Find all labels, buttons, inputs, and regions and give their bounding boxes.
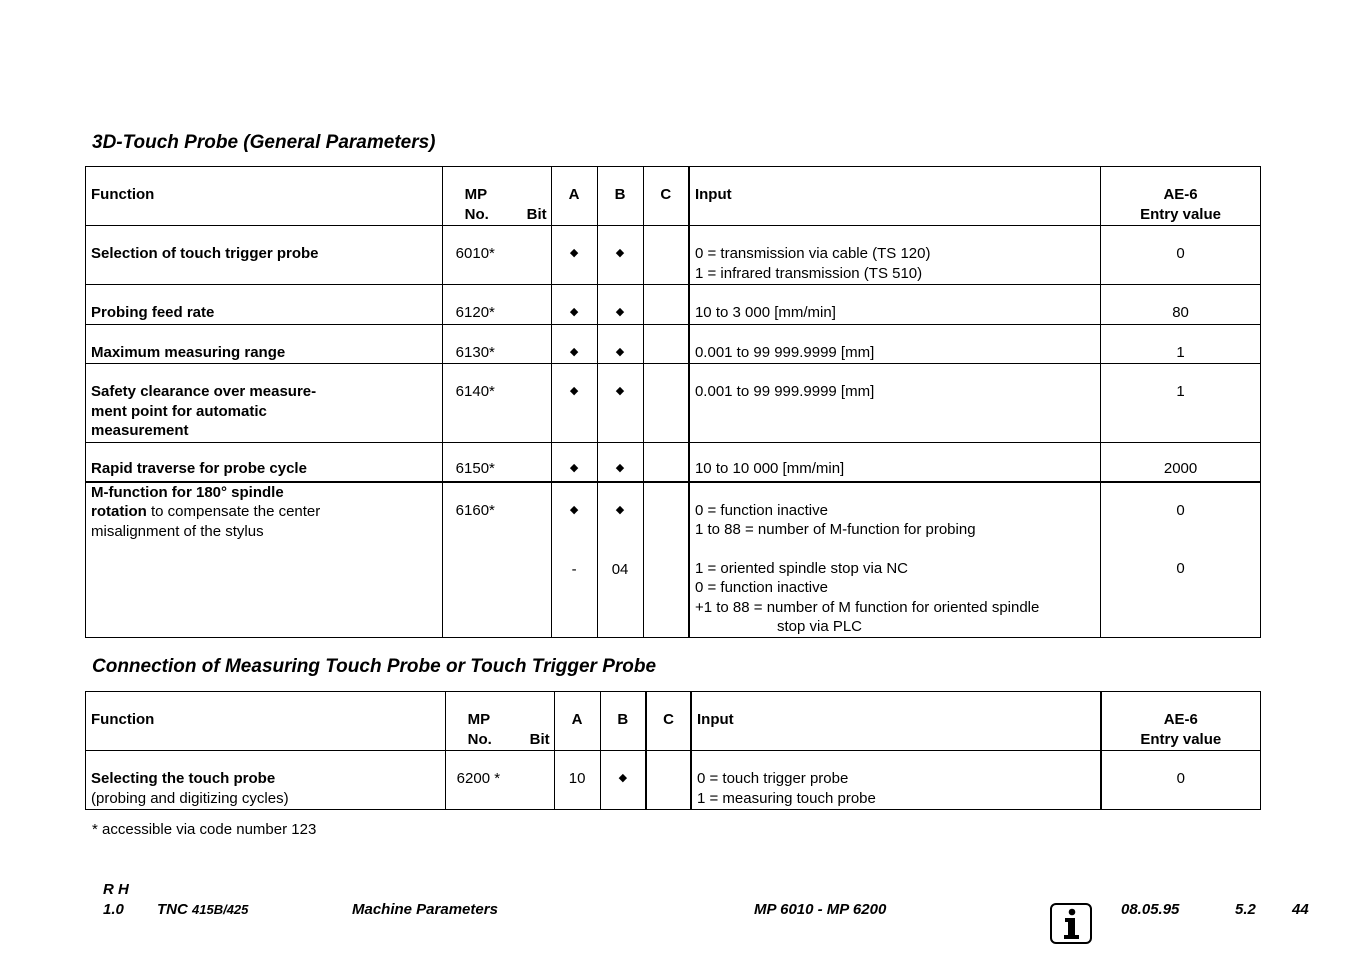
header-mp: MP No. Bit xyxy=(464,186,547,223)
section-title: 3D-Touch Probe (General Parameters) xyxy=(92,132,436,153)
diamond-icon: ◆ xyxy=(615,462,625,474)
header-mp: MP No. Bit xyxy=(467,711,550,748)
table-row: Maximum measuring range 6130* ◆ ◆ 0.001 to 99 999.9999 [mm] 1 xyxy=(86,325,1261,364)
header-b: B xyxy=(614,186,626,203)
parameter-table xyxy=(85,166,1261,638)
footer-title: Machine Parameters xyxy=(352,901,498,918)
header-entry: AE-6 Entry value xyxy=(1140,186,1221,223)
footer-model: TNC 415B/425 xyxy=(157,901,249,918)
footnote: * accessible via code number 123 xyxy=(92,821,317,838)
footer-version: 1.0 xyxy=(103,901,124,918)
header-function: Function xyxy=(91,711,155,728)
diamond-icon: ◆ xyxy=(615,346,625,358)
footer-page: 44 xyxy=(1292,901,1309,918)
footer-range: MP 6010 - MP 6200 xyxy=(754,901,887,918)
footer-date: 08.05.95 xyxy=(1121,901,1180,918)
header-function: Function xyxy=(91,186,155,203)
table-row: Probing feed rate 6120* ◆ ◆ 10 to 3 000 [mm/min] 80 xyxy=(86,285,1261,325)
parameter-table xyxy=(85,691,1261,810)
diamond-icon: ◆ xyxy=(569,247,579,259)
diamond-icon: ◆ xyxy=(615,503,625,516)
section-title: Connection of Measuring Touch Probe or Touch Trigger Probe xyxy=(92,656,657,677)
info-icon xyxy=(1050,903,1092,944)
header-a: A xyxy=(571,711,583,728)
diamond-icon: ◆ xyxy=(615,247,625,259)
footer-section: 5.2 xyxy=(1235,901,1256,918)
diamond-icon: ◆ xyxy=(615,306,625,318)
header-entry: AE-6 Entry value xyxy=(1140,711,1222,748)
diamond-icon: ◆ xyxy=(615,385,625,397)
table-header-row xyxy=(86,692,1261,751)
header-b: B xyxy=(617,711,629,728)
diamond-icon: ◆ xyxy=(569,385,579,397)
diamond-icon: ◆ xyxy=(618,772,628,784)
diamond-icon: ◆ xyxy=(569,503,579,516)
header-c: C xyxy=(660,186,672,203)
table-row: Selection of touch trigger probe 6010* ◆ ◆ 0 = transmission via cable (TS 120) 1 = infrared transmission (TS 510) 0 xyxy=(86,226,1261,285)
header-c: C xyxy=(663,711,674,728)
header-a: A xyxy=(568,186,580,203)
diamond-icon: ◆ xyxy=(569,346,579,358)
diamond-icon: ◆ xyxy=(569,462,579,474)
table-row: Rapid traverse for probe cycle 6150* ◆ ◆ 10 to 10 000 [mm/min] 2000 xyxy=(86,443,1261,482)
table-header-row xyxy=(86,167,1261,226)
header-input: Input xyxy=(694,186,732,203)
diamond-icon: ◆ xyxy=(569,306,579,318)
table-row: Selecting the touch probe (probing and digitizing cycles) 6200 * 10 ◆ 0 = touch trigger probe 1 = measuring touch probe 0 xyxy=(86,751,1261,810)
table-row: M-function for 180° spindle rotation to compensate the center misalignment of the stylus 6160* ◆ - ◆ 04 0 = function inactive 1 to 88 = number of M-function for probing 1 = oriented spindle stop via NC 0 = function inactive +1 to 88 = number of M function for oriented spindle stop via PLC 0 0 xyxy=(86,482,1261,638)
header-input: Input xyxy=(696,711,734,728)
footer-rh: R H xyxy=(103,881,129,898)
table-row: Safety clearance over measure- ment point for automatic measurement 6140* ◆ ◆ 0.001 to 99 999.9999 [mm] 1 xyxy=(86,364,1261,443)
